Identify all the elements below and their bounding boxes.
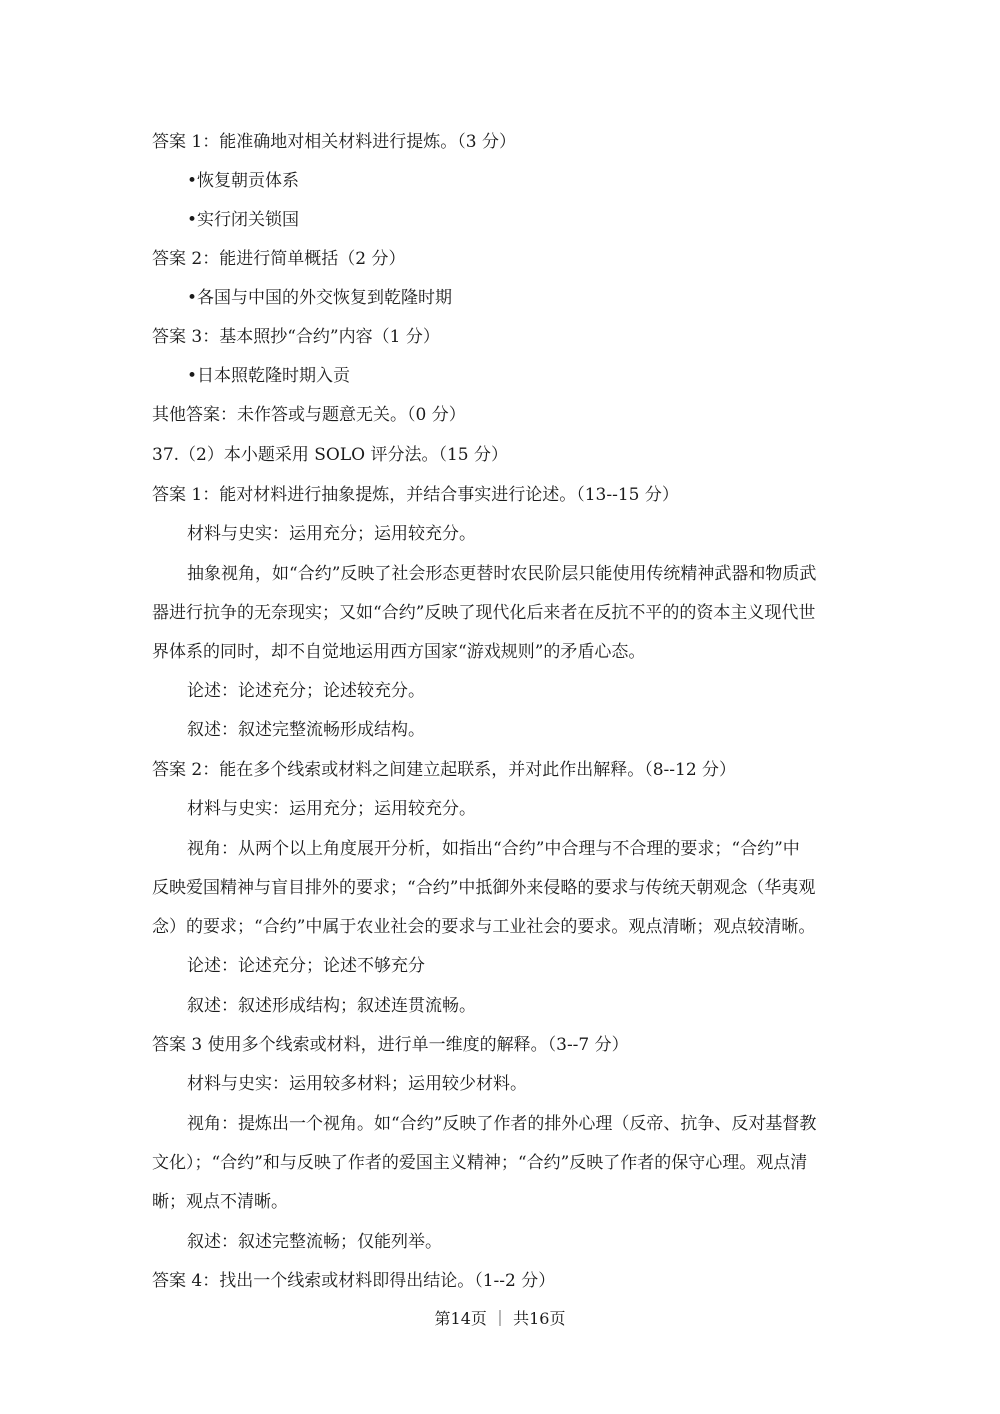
page-number-footer: 第14页 ｜ 共16页 bbox=[434, 1309, 566, 1328]
paragraph-line: 抽象视角，如“合约”反映了社会形态更替时农民阶层只能使用传统精神武器和物质武 bbox=[187, 564, 817, 584]
paragraph-line: 叙述：叙述完整流畅；仅能列举。 bbox=[187, 1232, 442, 1252]
bullet-item: •各国与中国的外交恢复到乾隆时期 bbox=[187, 288, 453, 308]
answer-3-heading: 答案 3：基本照抄“合约”内容（1 分） bbox=[152, 327, 440, 347]
answer-2-heading: 答案 2：能在多个线索或材料之间建立起联系，并对此作出解释。（8--12 分） bbox=[152, 760, 737, 780]
paragraph-line: 材料与史实：运用充分；运用较充分。 bbox=[187, 799, 476, 819]
answer-4-heading: 答案 4：找出一个线索或材料即得出结论。（1--2 分） bbox=[152, 1271, 556, 1291]
paragraph-line: 论述：论述充分；论述较充分。 bbox=[187, 681, 425, 701]
paragraph-line: 视角：提炼出一个视角。如“合约”反映了作者的排外心理（反帝、抗争、反对基督教 bbox=[187, 1114, 817, 1134]
paragraph-line: 反映爱国精神与盲目排外的要求；“合约”中抵御外来侵略的要求与传统天朝观念（华夷观 bbox=[152, 878, 816, 898]
bullet-item: •恢复朝贡体系 bbox=[187, 171, 300, 191]
paragraph-line: 论述：论述充分；论述不够充分 bbox=[187, 956, 425, 976]
answer-3-heading: 答案 3 使用多个线索或材料，进行单一维度的解释。（3--7 分） bbox=[152, 1035, 629, 1055]
paragraph-line: 念）的要求；“合约”中属于农业社会的要求与工业社会的要求。观点清晰；观点较清晰。 bbox=[152, 917, 816, 937]
paragraph-line: 晰；观点不清晰。 bbox=[152, 1192, 288, 1212]
paragraph-line: 叙述：叙述形成结构；叙述连贯流畅。 bbox=[187, 996, 476, 1016]
answer-2-heading: 答案 2：能进行简单概括（2 分） bbox=[152, 249, 406, 269]
other-answer-line: 其他答案：未作答或与题意无关。（0 分） bbox=[152, 405, 466, 425]
paragraph-line: 叙述：叙述完整流畅形成结构。 bbox=[187, 720, 425, 740]
paragraph-line: 文化）；“合约”和与反映了作者的爱国主义精神；“合约”反映了作者的保守心理。观点清 bbox=[152, 1153, 808, 1173]
paragraph-line: 器进行抗争的无奈现实；又如“合约”反映了现代化后来者在反抗不平的的资本主义现代世 bbox=[152, 603, 816, 623]
paragraph-line: 界体系的同时，却不自觉地运用西方国家“游戏规则”的矛盾心态。 bbox=[152, 642, 646, 662]
answer-1-heading: 答案 1：能对材料进行抽象提炼，并结合事实进行论述。（13--15 分） bbox=[152, 485, 679, 505]
bullet-item: •日本照乾隆时期入贡 bbox=[187, 366, 351, 386]
answer-1-heading: 答案 1：能准确地对相关材料进行提炼。（3 分） bbox=[152, 132, 516, 152]
question-37-2-heading: 37.（2）本小题采用 SOLO 评分法。（15 分） bbox=[152, 445, 509, 465]
bullet-item: •实行闭关锁国 bbox=[187, 210, 300, 230]
paragraph-line: 材料与史实：运用充分；运用较充分。 bbox=[187, 524, 476, 544]
paragraph-line: 材料与史实：运用较多材料；运用较少材料。 bbox=[187, 1074, 527, 1094]
paragraph-line: 视角：从两个以上角度展开分析，如指出“合约”中合理与不合理的要求；“合约”中 bbox=[187, 839, 800, 859]
